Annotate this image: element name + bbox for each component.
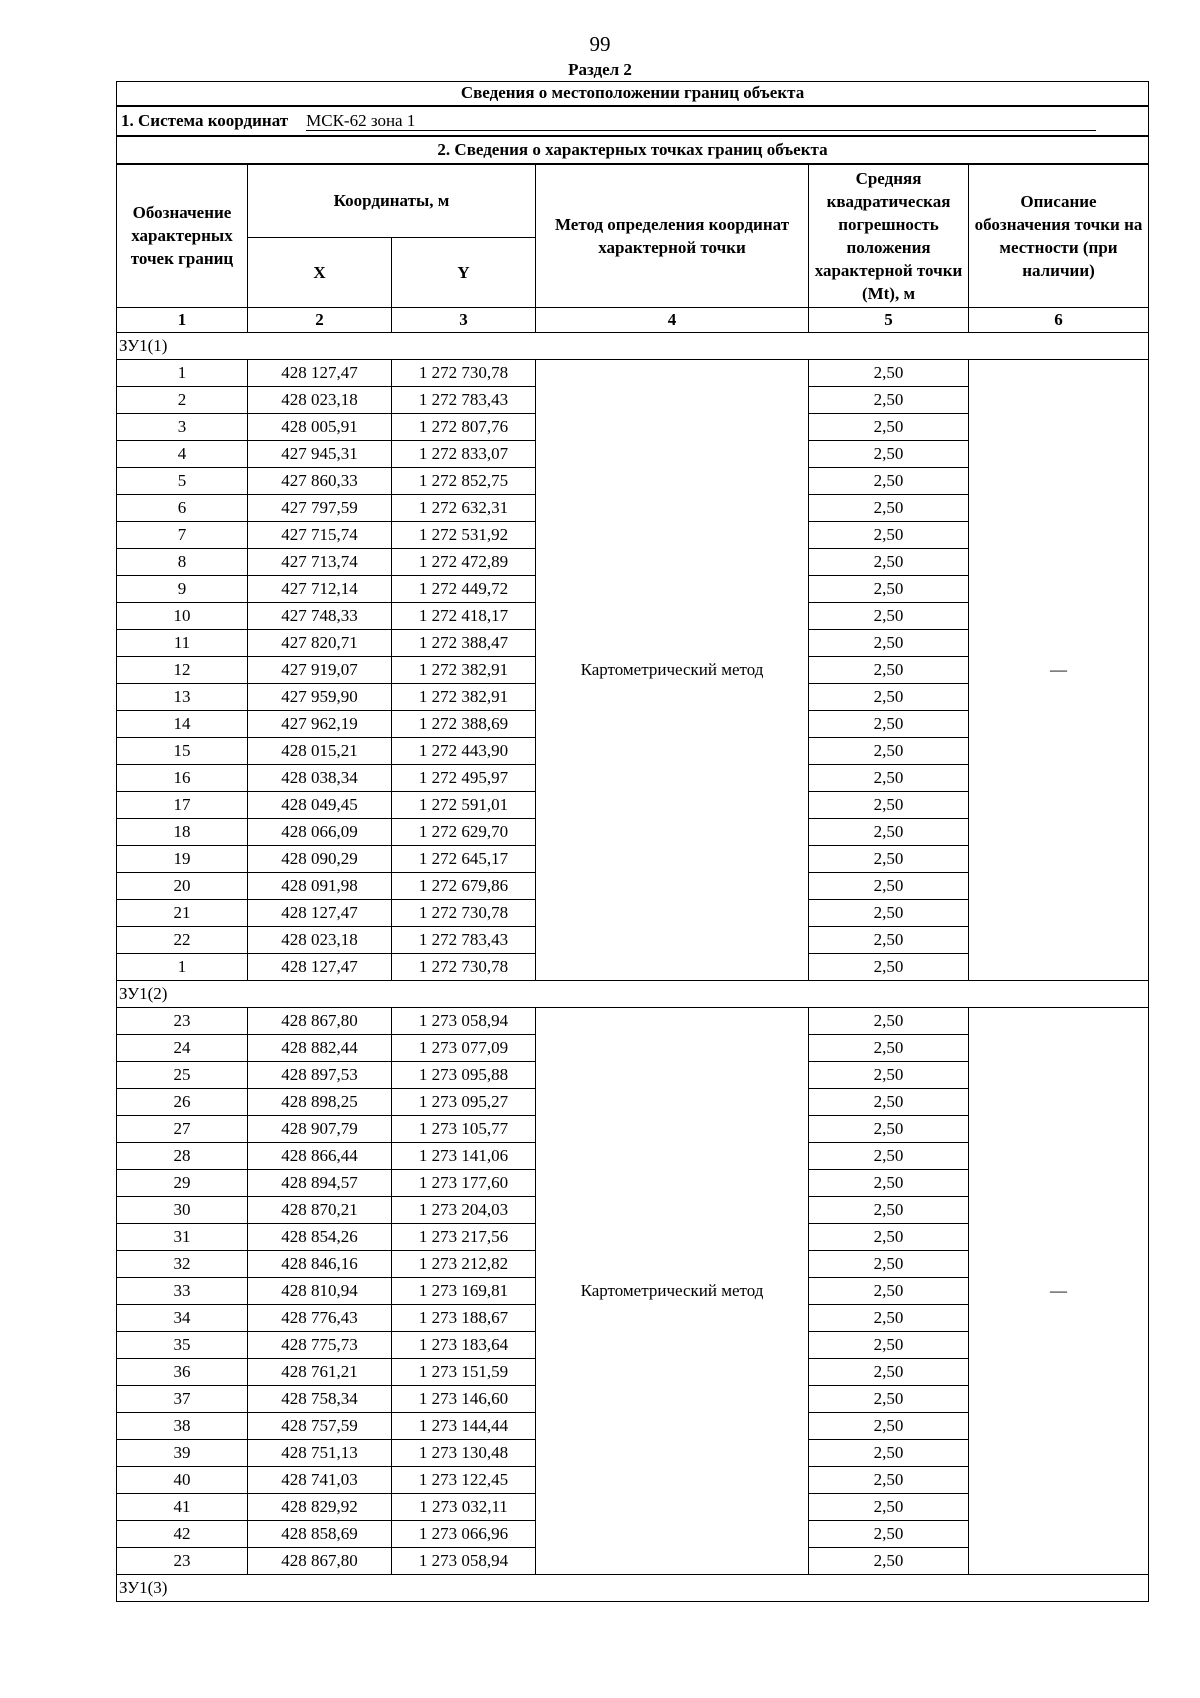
point-number-cell: 4 (117, 441, 248, 468)
x-coordinate-cell: 428 023,18 (248, 387, 392, 414)
error-cell: 2,50 (809, 1386, 969, 1413)
x-coordinate-cell: 427 712,14 (248, 576, 392, 603)
y-coordinate-cell: 1 273 212,82 (392, 1251, 536, 1278)
error-cell: 2,50 (809, 1197, 969, 1224)
error-cell: 2,50 (809, 1143, 969, 1170)
group-row (117, 1575, 1149, 1602)
y-coordinate-cell: 1 272 591,01 (392, 792, 536, 819)
point-number-cell: 1 (117, 360, 248, 387)
method-cell: Картометрический метод (536, 360, 809, 981)
error-cell: 2,50 (809, 1170, 969, 1197)
point-number-cell: 25 (117, 1062, 248, 1089)
point-number-cell: 36 (117, 1359, 248, 1386)
y-coordinate-cell: 1 273 141,06 (392, 1143, 536, 1170)
error-cell: 2,50 (809, 1494, 969, 1521)
group-name: ЗУ1(3) (117, 1575, 1149, 1602)
error-cell: 2,50 (809, 495, 969, 522)
table-title: Сведения о местоположении границ объекта (117, 82, 1149, 106)
points-title-row (117, 136, 1149, 164)
point-number-cell: 9 (117, 576, 248, 603)
error-cell: 2,50 (809, 819, 969, 846)
y-coordinate-cell: 1 272 472,89 (392, 549, 536, 576)
coord-system-label: 1. Система координат (121, 110, 289, 130)
x-coordinate-cell: 428 775,73 (248, 1332, 392, 1359)
group-name: ЗУ1(2) (117, 981, 1149, 1008)
error-cell: 2,50 (809, 522, 969, 549)
y-coordinate-cell: 1 273 144,44 (392, 1413, 536, 1440)
error-cell: 2,50 (809, 1062, 969, 1089)
error-cell: 2,50 (809, 1278, 969, 1305)
point-number-cell: 37 (117, 1386, 248, 1413)
x-coordinate-cell: 427 748,33 (248, 603, 392, 630)
x-coordinate-cell: 428 127,47 (248, 360, 392, 387)
error-cell: 2,50 (809, 954, 969, 981)
point-number-cell: 38 (117, 1413, 248, 1440)
y-coordinate-cell: 1 272 418,17 (392, 603, 536, 630)
point-number-cell: 26 (117, 1089, 248, 1116)
x-coordinate-cell: 428 867,80 (248, 1548, 392, 1575)
error-cell: 2,50 (809, 765, 969, 792)
point-number-cell: 32 (117, 1251, 248, 1278)
description-cell: — (969, 360, 1149, 981)
x-coordinate-cell: 428 741,03 (248, 1467, 392, 1494)
error-cell: 2,50 (809, 927, 969, 954)
point-number-cell: 29 (117, 1170, 248, 1197)
y-coordinate-cell: 1 273 095,27 (392, 1089, 536, 1116)
point-number-cell: 23 (117, 1548, 248, 1575)
column-number: 6 (969, 308, 1149, 333)
y-coordinate-cell: 1 272 730,78 (392, 954, 536, 981)
y-coordinate-cell: 1 272 730,78 (392, 360, 536, 387)
x-coordinate-cell: 428 090,29 (248, 846, 392, 873)
column-numbers-row (117, 308, 1149, 333)
header-method: Метод определения координат характерной точки (536, 164, 809, 308)
x-coordinate-cell: 428 829,92 (248, 1494, 392, 1521)
x-coordinate-cell: 428 854,26 (248, 1224, 392, 1251)
y-coordinate-cell: 1 273 066,96 (392, 1521, 536, 1548)
point-number-cell: 27 (117, 1116, 248, 1143)
y-coordinate-cell: 1 272 645,17 (392, 846, 536, 873)
error-cell: 2,50 (809, 360, 969, 387)
section-title: Раздел 2 (568, 60, 632, 79)
y-coordinate-cell: 1 272 531,92 (392, 522, 536, 549)
point-number-cell: 41 (117, 1494, 248, 1521)
point-number-cell: 19 (117, 846, 248, 873)
x-coordinate-cell: 428 882,44 (248, 1035, 392, 1062)
x-coordinate-cell: 427 715,74 (248, 522, 392, 549)
error-cell: 2,50 (809, 873, 969, 900)
header-designation: Обозначение характерных точек границ (117, 164, 248, 308)
y-coordinate-cell: 1 273 058,94 (392, 1008, 536, 1035)
error-cell: 2,50 (809, 1035, 969, 1062)
point-number-cell: 7 (117, 522, 248, 549)
y-coordinate-cell: 1 272 382,91 (392, 684, 536, 711)
group-row (117, 981, 1149, 1008)
x-coordinate-cell: 428 776,43 (248, 1305, 392, 1332)
header-description: Описание обозначения точки на местности (при наличии) (969, 164, 1149, 308)
x-coordinate-cell: 428 015,21 (248, 738, 392, 765)
point-number-cell: 16 (117, 765, 248, 792)
x-coordinate-cell: 428 898,25 (248, 1089, 392, 1116)
y-coordinate-cell: 1 272 783,43 (392, 387, 536, 414)
y-coordinate-cell: 1 273 177,60 (392, 1170, 536, 1197)
y-coordinate-cell: 1 272 495,97 (392, 765, 536, 792)
point-number-cell: 21 (117, 900, 248, 927)
y-coordinate-cell: 1 272 783,43 (392, 927, 536, 954)
point-number-cell: 40 (117, 1467, 248, 1494)
y-coordinate-cell: 1 272 632,31 (392, 495, 536, 522)
error-cell: 2,50 (809, 657, 969, 684)
x-coordinate-cell: 428 757,59 (248, 1413, 392, 1440)
point-number-cell: 13 (117, 684, 248, 711)
point-number-cell: 15 (117, 738, 248, 765)
point-number-cell: 1 (117, 954, 248, 981)
error-cell: 2,50 (809, 576, 969, 603)
table-row (117, 1008, 1149, 1035)
point-number-cell: 17 (117, 792, 248, 819)
x-coordinate-cell: 428 127,47 (248, 954, 392, 981)
x-coordinate-cell: 428 858,69 (248, 1521, 392, 1548)
table-body (117, 82, 1149, 1602)
method-cell: Картометрический метод (536, 1008, 809, 1575)
x-coordinate-cell: 428 751,13 (248, 1440, 392, 1467)
error-cell: 2,50 (809, 441, 969, 468)
y-coordinate-cell: 1 272 388,47 (392, 630, 536, 657)
coord-system-value: МСК-62 зона 1 (306, 111, 1096, 131)
y-coordinate-cell: 1 273 151,59 (392, 1359, 536, 1386)
point-number-cell: 20 (117, 873, 248, 900)
error-cell: 2,50 (809, 738, 969, 765)
point-number-cell: 2 (117, 387, 248, 414)
table-title-row (117, 82, 1149, 106)
y-coordinate-cell: 1 272 679,86 (392, 873, 536, 900)
header-row-1 (117, 164, 1149, 238)
error-cell: 2,50 (809, 1116, 969, 1143)
point-number-cell: 28 (117, 1143, 248, 1170)
error-cell: 2,50 (809, 711, 969, 738)
description-cell: — (969, 1008, 1149, 1575)
column-number: 3 (392, 308, 536, 333)
point-number-cell: 14 (117, 711, 248, 738)
point-number-cell: 42 (117, 1521, 248, 1548)
error-cell: 2,50 (809, 603, 969, 630)
x-coordinate-cell: 428 897,53 (248, 1062, 392, 1089)
y-coordinate-cell: 1 272 449,72 (392, 576, 536, 603)
point-number-cell: 12 (117, 657, 248, 684)
x-coordinate-cell: 428 894,57 (248, 1170, 392, 1197)
x-coordinate-cell: 428 023,18 (248, 927, 392, 954)
y-coordinate-cell: 1 272 807,76 (392, 414, 536, 441)
x-coordinate-cell: 428 066,09 (248, 819, 392, 846)
y-coordinate-cell: 1 272 443,90 (392, 738, 536, 765)
point-number-cell: 23 (117, 1008, 248, 1035)
error-cell: 2,50 (809, 684, 969, 711)
error-cell: 2,50 (809, 846, 969, 873)
error-cell: 2,50 (809, 1332, 969, 1359)
y-coordinate-cell: 1 273 169,81 (392, 1278, 536, 1305)
point-number-cell: 24 (117, 1035, 248, 1062)
y-coordinate-cell: 1 273 058,94 (392, 1548, 536, 1575)
x-coordinate-cell: 427 797,59 (248, 495, 392, 522)
header-y: Y (392, 238, 536, 308)
y-coordinate-cell: 1 273 105,77 (392, 1116, 536, 1143)
header-x: X (248, 238, 392, 308)
y-coordinate-cell: 1 273 032,11 (392, 1494, 536, 1521)
error-cell: 2,50 (809, 468, 969, 495)
column-number: 4 (536, 308, 809, 333)
x-coordinate-cell: 427 962,19 (248, 711, 392, 738)
x-coordinate-cell: 428 866,44 (248, 1143, 392, 1170)
error-cell: 2,50 (809, 1305, 969, 1332)
y-coordinate-cell: 1 273 217,56 (392, 1224, 536, 1251)
x-coordinate-cell: 427 959,90 (248, 684, 392, 711)
x-coordinate-cell: 427 919,07 (248, 657, 392, 684)
point-number-cell: 5 (117, 468, 248, 495)
error-cell: 2,50 (809, 1467, 969, 1494)
error-cell: 2,50 (809, 792, 969, 819)
point-number-cell: 33 (117, 1278, 248, 1305)
y-coordinate-cell: 1 273 204,03 (392, 1197, 536, 1224)
point-number-cell: 35 (117, 1332, 248, 1359)
error-cell: 2,50 (809, 549, 969, 576)
group-row (117, 333, 1149, 360)
y-coordinate-cell: 1 273 188,67 (392, 1305, 536, 1332)
column-number: 2 (248, 308, 392, 333)
x-coordinate-cell: 428 846,16 (248, 1251, 392, 1278)
point-number-cell: 6 (117, 495, 248, 522)
x-coordinate-cell: 428 049,45 (248, 792, 392, 819)
point-number-cell: 10 (117, 603, 248, 630)
x-coordinate-cell: 428 867,80 (248, 1008, 392, 1035)
y-coordinate-cell: 1 273 146,60 (392, 1386, 536, 1413)
error-cell: 2,50 (809, 1224, 969, 1251)
y-coordinate-cell: 1 272 730,78 (392, 900, 536, 927)
point-number-cell: 34 (117, 1305, 248, 1332)
group-name: ЗУ1(1) (117, 333, 1149, 360)
coord-system-row (117, 106, 1149, 136)
point-number-cell: 11 (117, 630, 248, 657)
x-coordinate-cell: 427 820,71 (248, 630, 392, 657)
x-coordinate-cell: 427 945,31 (248, 441, 392, 468)
x-coordinate-cell: 428 758,34 (248, 1386, 392, 1413)
x-coordinate-cell: 427 713,74 (248, 549, 392, 576)
point-number-cell: 18 (117, 819, 248, 846)
y-coordinate-cell: 1 272 382,91 (392, 657, 536, 684)
point-number-cell: 31 (117, 1224, 248, 1251)
error-cell: 2,50 (809, 1359, 969, 1386)
error-cell: 2,50 (809, 1521, 969, 1548)
x-coordinate-cell: 428 761,21 (248, 1359, 392, 1386)
x-coordinate-cell: 428 038,34 (248, 765, 392, 792)
x-coordinate-cell: 428 005,91 (248, 414, 392, 441)
y-coordinate-cell: 1 272 388,69 (392, 711, 536, 738)
x-coordinate-cell: 428 127,47 (248, 900, 392, 927)
point-number-cell: 39 (117, 1440, 248, 1467)
error-cell: 2,50 (809, 630, 969, 657)
boundary-points-table (116, 81, 1149, 1602)
x-coordinate-cell: 427 860,33 (248, 468, 392, 495)
y-coordinate-cell: 1 273 183,64 (392, 1332, 536, 1359)
y-coordinate-cell: 1 272 833,07 (392, 441, 536, 468)
y-coordinate-cell: 1 273 095,88 (392, 1062, 536, 1089)
y-coordinate-cell: 1 272 629,70 (392, 819, 536, 846)
error-cell: 2,50 (809, 1251, 969, 1278)
y-coordinate-cell: 1 273 122,45 (392, 1467, 536, 1494)
points-title: 2. Сведения о характерных точках границ объекта (117, 136, 1149, 164)
point-number-cell: 30 (117, 1197, 248, 1224)
point-number-cell: 22 (117, 927, 248, 954)
error-cell: 2,50 (809, 1089, 969, 1116)
header-coordinates: Координаты, м (248, 164, 536, 238)
x-coordinate-cell: 428 870,21 (248, 1197, 392, 1224)
header-error: Средняя квадратическая погрешность положения характерной точки (Mt), м (809, 164, 969, 308)
error-cell: 2,50 (809, 414, 969, 441)
x-coordinate-cell: 428 907,79 (248, 1116, 392, 1143)
column-number: 1 (117, 308, 248, 333)
error-cell: 2,50 (809, 900, 969, 927)
y-coordinate-cell: 1 273 077,09 (392, 1035, 536, 1062)
error-cell: 2,50 (809, 1008, 969, 1035)
column-number: 5 (809, 308, 969, 333)
point-number-cell: 8 (117, 549, 248, 576)
error-cell: 2,50 (809, 387, 969, 414)
y-coordinate-cell: 1 273 130,48 (392, 1440, 536, 1467)
error-cell: 2,50 (809, 1413, 969, 1440)
error-cell: 2,50 (809, 1440, 969, 1467)
page-number: 99 (589, 32, 611, 56)
error-cell: 2,50 (809, 1548, 969, 1575)
y-coordinate-cell: 1 272 852,75 (392, 468, 536, 495)
x-coordinate-cell: 428 091,98 (248, 873, 392, 900)
coord-system-cell (117, 106, 1149, 136)
point-number-cell: 3 (117, 414, 248, 441)
x-coordinate-cell: 428 810,94 (248, 1278, 392, 1305)
table-row (117, 360, 1149, 387)
